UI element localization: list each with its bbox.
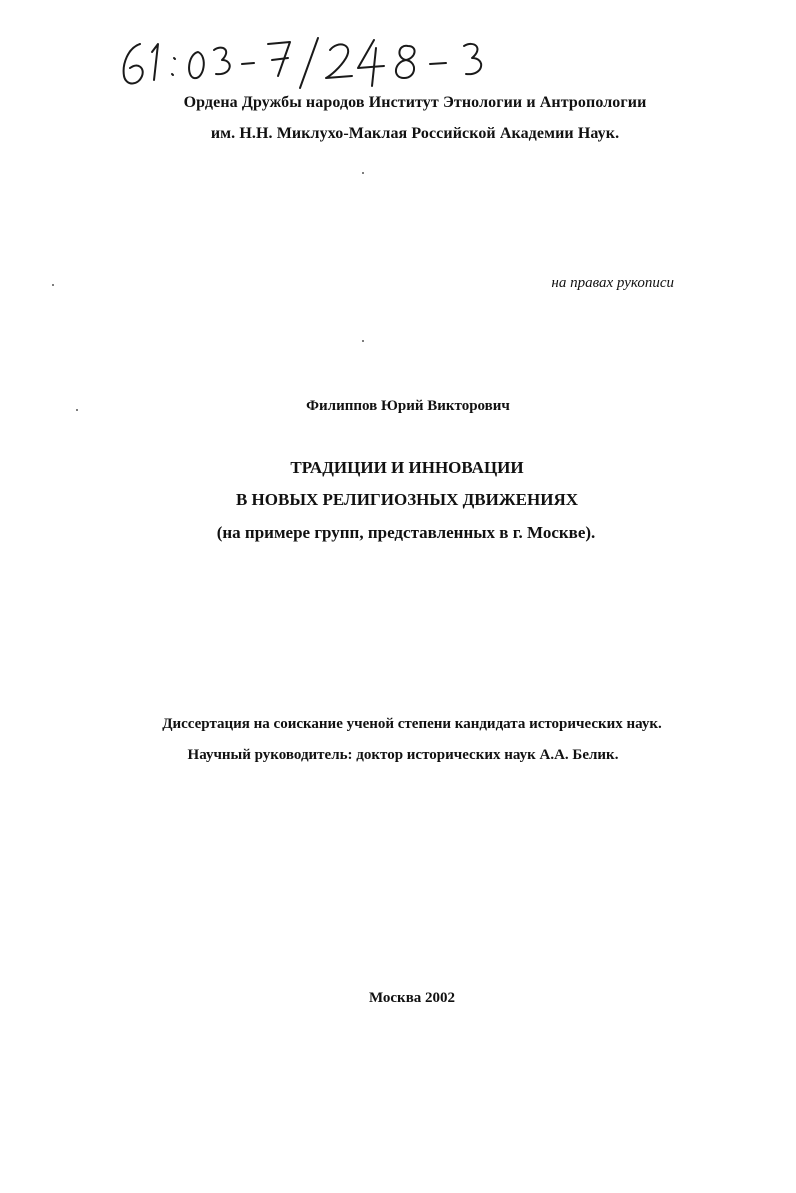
institution-line-1: Ордена Дружбы народов Институт Этнологии и Антропологии	[183, 94, 647, 111]
author-name: Филиппов Юрий Викторович	[306, 398, 510, 414]
institution-line-2: им. Н.Н. Миклухо-Маклая Российской Академии Наук.	[210, 125, 620, 142]
scan-speck	[52, 284, 54, 286]
scan-speck	[362, 340, 364, 342]
city-year: Москва 2002	[368, 990, 456, 1006]
handwritten-archive-code	[118, 30, 538, 94]
scan-speck	[362, 172, 364, 174]
title-line-3: (на примере групп, представленных в г. Москве).	[216, 523, 596, 542]
handwritten-code-drawing	[118, 30, 538, 94]
manuscript-note: на правах рукописи	[551, 275, 674, 291]
title-line-2: В НОВЫХ РЕЛИГИОЗНЫХ ДВИЖЕНИЯХ	[235, 490, 579, 509]
scan-speck	[76, 409, 78, 411]
title-line-1: ТРАДИЦИИ И ИННОВАЦИИ	[290, 458, 524, 477]
dissertation-degree-line: Диссертация на соискание ученой степени кандидата исторических наук.	[162, 716, 662, 732]
dissertation-supervisor-line: Научный руководитель: доктор исторических наук А.А. Белик.	[187, 747, 619, 763]
